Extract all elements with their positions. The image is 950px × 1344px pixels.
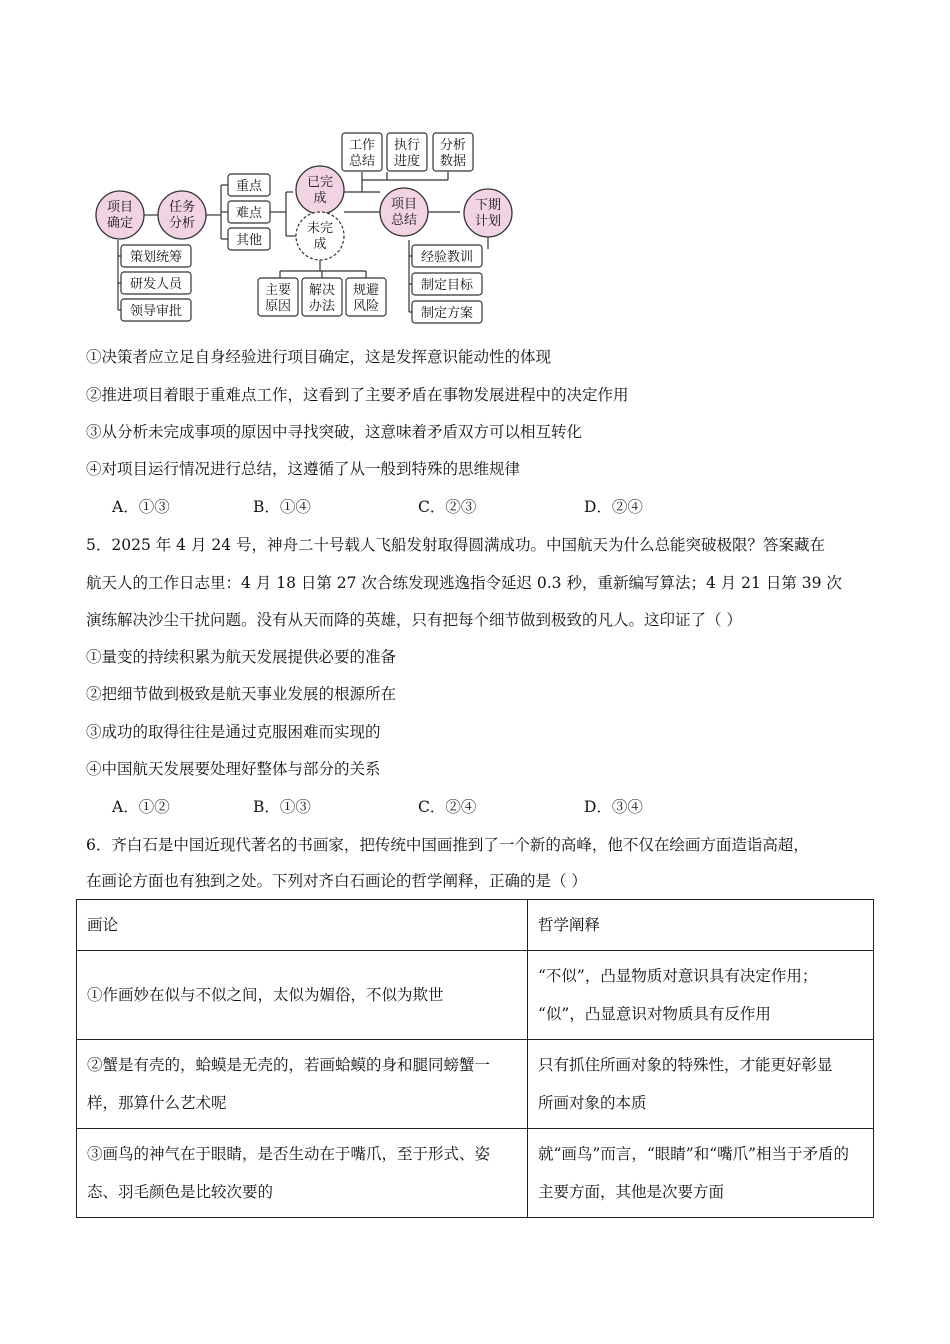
q6-stem-line-2: 在画论方面也有独到之处。下列对齐白石画论的哲学阐释，正确的是（ ） xyxy=(86,872,587,890)
q4-option-a[interactable]: A．①③ xyxy=(112,498,170,516)
node-confirm-line1: 项目 xyxy=(106,200,134,215)
undone-item-1-l2: 办法 xyxy=(308,299,336,314)
table-row xyxy=(77,1040,874,1129)
task-item-1: 难点 xyxy=(235,206,263,221)
node-analysis-line1: 任务 xyxy=(168,200,196,215)
cell-line: ②蟹是有壳的，蛤蟆是无壳的，若画蛤蟆的身和腿同螃蟹一 xyxy=(87,1056,491,1074)
q5-option-a[interactable]: A．①② xyxy=(112,798,170,816)
q4-option-d[interactable]: D．②④ xyxy=(584,498,643,516)
q4-option-b[interactable]: B．①④ xyxy=(253,498,311,516)
cell-line: 态、羽毛颜色是比较次要的 xyxy=(87,1183,274,1201)
node-undone-line2: 成 xyxy=(313,237,327,252)
q5-statement-3: ③成功的取得往往是通过克服困难而实现的 xyxy=(86,723,381,741)
task-item-2: 其他 xyxy=(235,233,263,248)
table-cell-theory xyxy=(77,951,528,1040)
plan-item-0: 经验教训 xyxy=(420,250,474,265)
q5-statement-4: ④中国航天发展要处理好整体与部分的关系 xyxy=(86,760,381,778)
cell-line: “不似”，凸显物质对意识具有决定作用； xyxy=(538,967,818,985)
plan-item-2: 制定方案 xyxy=(420,306,474,321)
table-cell-explanation xyxy=(528,1040,874,1129)
confirm-item-0: 策划统筹 xyxy=(129,250,183,265)
plan-item-1: 制定目标 xyxy=(420,278,474,293)
project-flow-diagram xyxy=(84,124,524,330)
confirm-item-2: 领导审批 xyxy=(129,304,183,319)
cell-line: 所画对象的本质 xyxy=(538,1094,647,1112)
node-summary-line2: 总结 xyxy=(390,213,418,228)
undone-item-2-l2: 风险 xyxy=(352,299,380,314)
node-plan-line1: 下期 xyxy=(474,198,502,213)
q5-stem-line-2: 航天人的工作日志里：4 月 18 日第 27 次合练发现逃逸指令延迟 0.3 秒，重新编写算法；4 月 21 日第 39 次 xyxy=(86,574,842,592)
cell-line: 样，那算什么艺术呢 xyxy=(87,1094,227,1112)
philosophy-table xyxy=(76,899,874,1218)
q5-statement-2: ②把细节做到极致是航天事业发展的根源所在 xyxy=(86,685,397,703)
node-confirm-line2: 确定 xyxy=(106,216,134,231)
q5-option-d[interactable]: D．③④ xyxy=(584,798,643,816)
table-row xyxy=(77,951,874,1040)
confirm-item-1: 研发人员 xyxy=(129,277,183,292)
node-analysis-line2: 分析 xyxy=(168,216,196,231)
q5-stem-line-3: 演练解决沙尘干扰问题。没有从天而降的英雄，只有把每个细节做到极致的凡人。这印证了（ ） xyxy=(86,611,742,629)
table-header-explanation: 哲学阐释 xyxy=(528,900,874,951)
q5-option-b[interactable]: B．①③ xyxy=(253,798,311,816)
cell-line: ①作画妙在似与不似之间，太似为媚俗，不似为欺世 xyxy=(87,986,444,1004)
q5-stem-line-1: 5．2025 年 4 月 24 号，神舟二十号载人飞船发射取得圆满成功。中国航天为什么总能突破极限？答案藏在 xyxy=(86,536,826,554)
table-cell-explanation xyxy=(528,1129,874,1218)
cell-line: ③画鸟的神气在于眼睛，是否生动在于嘴爪，至于形式、姿 xyxy=(87,1145,491,1163)
node-done-line1: 已完 xyxy=(306,175,334,190)
task-item-0: 重点 xyxy=(235,179,263,194)
table-cell-theory xyxy=(77,1040,528,1129)
cell-line: 就“画鸟”而言，“眼睛”和“嘴爪”相当于矛盾的 xyxy=(538,1145,850,1163)
summary-item-0-l1: 工作 xyxy=(348,138,376,153)
summary-item-2-l1: 分析 xyxy=(439,138,467,153)
q5-option-c[interactable]: C．②④ xyxy=(418,798,477,816)
table-cell-theory xyxy=(77,1129,528,1218)
q6-stem-line-1: 6．齐白石是中国近现代著名的书画家，把传统中国画推到了一个新的高峰，他不仅在绘画方面造诣高超， xyxy=(86,836,809,854)
undone-item-0-l2: 原因 xyxy=(264,299,292,314)
q4-statement-2: ②推进项目着眼于重难点工作，这看到了主要矛盾在事物发展进程中的决定作用 xyxy=(86,386,629,404)
table-row xyxy=(77,1129,874,1218)
cell-line: “似”，凸显意识对物质具有反作用 xyxy=(538,1005,771,1023)
q4-statement-3: ③从分析未完成事项的原因中寻找突破，这意味着矛盾双方可以相互转化 xyxy=(86,423,583,441)
table-cell-explanation xyxy=(528,951,874,1040)
summary-item-2-l2: 数据 xyxy=(439,154,467,169)
summary-item-1-l2: 进度 xyxy=(393,154,421,169)
node-done-line2: 成 xyxy=(313,191,327,206)
node-plan-line2: 计划 xyxy=(474,214,502,229)
table-header-theory: 画论 xyxy=(77,900,528,951)
undone-item-0-l1: 主要 xyxy=(264,283,292,298)
table-header-row xyxy=(77,900,874,951)
summary-item-1-l1: 执行 xyxy=(393,138,421,153)
cell-line: 只有抓住所画对象的特殊性，才能更好彰显 xyxy=(538,1056,833,1074)
cell-line: 主要方面，其他是次要方面 xyxy=(538,1183,725,1201)
node-undone-line1: 未完 xyxy=(306,221,334,236)
q5-statement-1: ①量变的持续积累为航天发展提供必要的准备 xyxy=(86,648,397,666)
q4-statement-1: ①决策者应立足自身经验进行项目确定，这是发挥意识能动性的体现 xyxy=(86,348,552,366)
q4-statement-4: ④对项目运行情况进行总结，这遵循了从一般到特殊的思维规律 xyxy=(86,460,521,478)
summary-item-0-l2: 总结 xyxy=(348,154,376,169)
q4-option-c[interactable]: C．②③ xyxy=(418,498,477,516)
undone-item-2-l1: 规避 xyxy=(352,283,380,298)
node-summary-line1: 项目 xyxy=(390,197,418,212)
undone-item-1-l1: 解决 xyxy=(308,283,336,298)
